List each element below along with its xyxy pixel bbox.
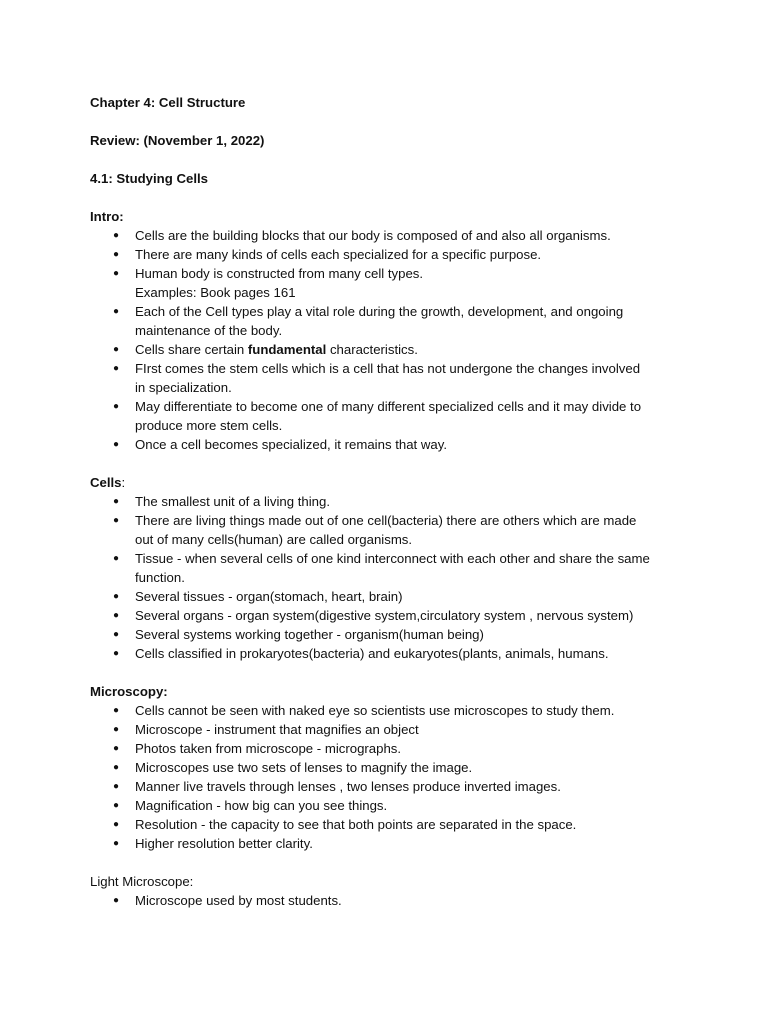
microscopy-list xyxy=(90,701,688,853)
list-item-text: Human body is constructed from many cell types. xyxy=(135,266,424,281)
intro-list xyxy=(90,226,688,454)
bullet-icon: ● xyxy=(113,819,120,830)
bullet-icon: ● xyxy=(113,724,120,735)
list-item xyxy=(90,511,688,549)
list-item-text: Microscopes use two sets of lenses to magnify the image. xyxy=(135,760,473,775)
list-item-text: out of many cells(human) are called organisms. xyxy=(135,532,413,547)
review-title: Review: (November 1, 2022) xyxy=(90,133,265,148)
list-item-text: Manner live travels through lenses , two lenses produce inverted images. xyxy=(135,779,561,794)
bullet-icon: ● xyxy=(113,344,120,355)
bullet-icon: ● xyxy=(113,439,120,450)
bullet-icon: ● xyxy=(113,306,120,317)
list-item xyxy=(90,758,688,777)
bullet-icon: ● xyxy=(113,363,120,374)
list-item xyxy=(90,587,688,606)
list-item-text: Microscope - instrument that magnifies an object xyxy=(135,722,419,737)
list-item xyxy=(90,834,688,853)
bullet-icon: ● xyxy=(113,553,120,564)
list-item-text: The smallest unit of a living thing. xyxy=(135,494,330,509)
bullet-icon: ● xyxy=(113,515,120,526)
list-item-text: Examples: Book pages 161 xyxy=(135,285,296,300)
list-item-text: in specialization. xyxy=(135,380,232,395)
chapter-title: Chapter 4: Cell Structure xyxy=(90,95,246,110)
list-item-text: produce more stem cells. xyxy=(135,418,283,433)
spacer xyxy=(90,853,688,872)
bullet-icon: ● xyxy=(113,762,120,773)
light-microscope-list xyxy=(90,891,688,910)
list-item-text: Tissue - when several cells of one kind interconnect with each other and share the same xyxy=(135,551,650,566)
list-item-text: There are living things made out of one cell(bacteria) there are others which are made xyxy=(135,513,637,528)
list-item-text: Higher resolution better clarity. xyxy=(135,836,313,851)
list-item xyxy=(90,549,688,587)
bullet-icon: ● xyxy=(113,230,120,241)
list-item-text-pre: Cells share certain xyxy=(135,342,248,357)
list-item-text: Cells classified in prokaryotes(bacteria) and eukaryotes(plants, animals, humans. xyxy=(135,646,609,661)
spacer xyxy=(90,112,688,131)
microscopy-heading: Microscopy: xyxy=(90,684,168,699)
bullet-icon: ● xyxy=(113,800,120,811)
spacer xyxy=(90,188,688,207)
bullet-icon: ● xyxy=(113,781,120,792)
list-item-text xyxy=(135,340,688,359)
spacer xyxy=(90,454,688,473)
list-item-text: Once a cell becomes specialized, it remains that way. xyxy=(135,437,447,452)
bullet-icon: ● xyxy=(113,401,120,412)
bullet-icon: ● xyxy=(113,629,120,640)
bullet-icon: ● xyxy=(113,591,120,602)
bullet-icon: ● xyxy=(113,705,120,716)
bullet-icon: ● xyxy=(113,895,120,906)
list-item-text: FIrst comes the stem cells which is a cell that has not undergone the changes involved xyxy=(135,361,641,376)
list-item-text: Cells cannot be seen with naked eye so scientists use microscopes to study them. xyxy=(135,703,615,718)
list-item-text: Microscope used by most students. xyxy=(135,893,342,908)
spacer xyxy=(90,663,688,682)
list-item xyxy=(90,815,688,834)
list-item-text: Several organs - organ system(digestive system,circulatory system , nervous system) xyxy=(135,608,634,623)
bullet-icon: ● xyxy=(113,838,120,849)
list-item xyxy=(90,492,688,511)
list-item-text-emphasis: fundamental xyxy=(247,342,327,357)
list-item xyxy=(90,739,688,758)
cells-list xyxy=(90,492,688,663)
list-item-text: Magnification - how big can you see things. xyxy=(135,798,388,813)
list-item xyxy=(90,606,688,625)
list-item xyxy=(90,644,688,663)
list-item xyxy=(90,226,688,245)
list-item-text: Each of the Cell types play a vital role during the growth, development, and ongoing xyxy=(135,304,624,319)
list-item xyxy=(90,777,688,796)
list-item-text-post: characteristics. xyxy=(326,342,418,357)
bullet-icon: ● xyxy=(113,496,120,507)
list-item-text: Resolution - the capacity to see that both points are separated in the space. xyxy=(135,817,577,832)
list-item-text: maintenance of the body. xyxy=(135,323,283,338)
list-item xyxy=(90,359,688,397)
list-item xyxy=(90,701,688,720)
cells-heading-suffix: : xyxy=(121,475,126,490)
list-item xyxy=(90,245,688,264)
list-item xyxy=(90,340,688,359)
bullet-icon: ● xyxy=(113,743,120,754)
list-item xyxy=(90,435,688,454)
list-item xyxy=(90,796,688,815)
bullet-icon: ● xyxy=(113,249,120,260)
list-item-text: Several systems working together - organism(human being) xyxy=(135,627,484,642)
list-item xyxy=(90,397,688,435)
list-item-text: Photos taken from microscope - micrographs. xyxy=(135,741,402,756)
bullet-icon: ● xyxy=(113,610,120,621)
cells-heading-label: Cells xyxy=(90,475,122,490)
list-item xyxy=(90,720,688,739)
light-microscope-heading: Light Microscope: xyxy=(90,874,194,889)
list-item xyxy=(90,891,688,910)
bullet-icon: ● xyxy=(113,648,120,659)
list-item xyxy=(90,302,688,340)
list-item-text: There are many kinds of cells each specialized for a specific purpose. xyxy=(135,247,542,262)
list-item-text: Several tissues - organ(stomach, heart, brain) xyxy=(135,589,403,604)
list-item xyxy=(90,625,688,644)
list-item-text: function. xyxy=(135,570,185,585)
intro-heading: Intro: xyxy=(90,209,124,224)
list-item-text: May differentiate to become one of many different specialized cells and it may divide to xyxy=(135,399,642,414)
bullet-icon: ● xyxy=(113,268,120,279)
section-title: 4.1: Studying Cells xyxy=(90,171,208,186)
cells-heading xyxy=(90,473,688,492)
spacer xyxy=(90,150,688,169)
list-item-text: Cells are the building blocks that our body is composed of and also all organisms. xyxy=(135,228,611,243)
list-item xyxy=(90,264,688,302)
